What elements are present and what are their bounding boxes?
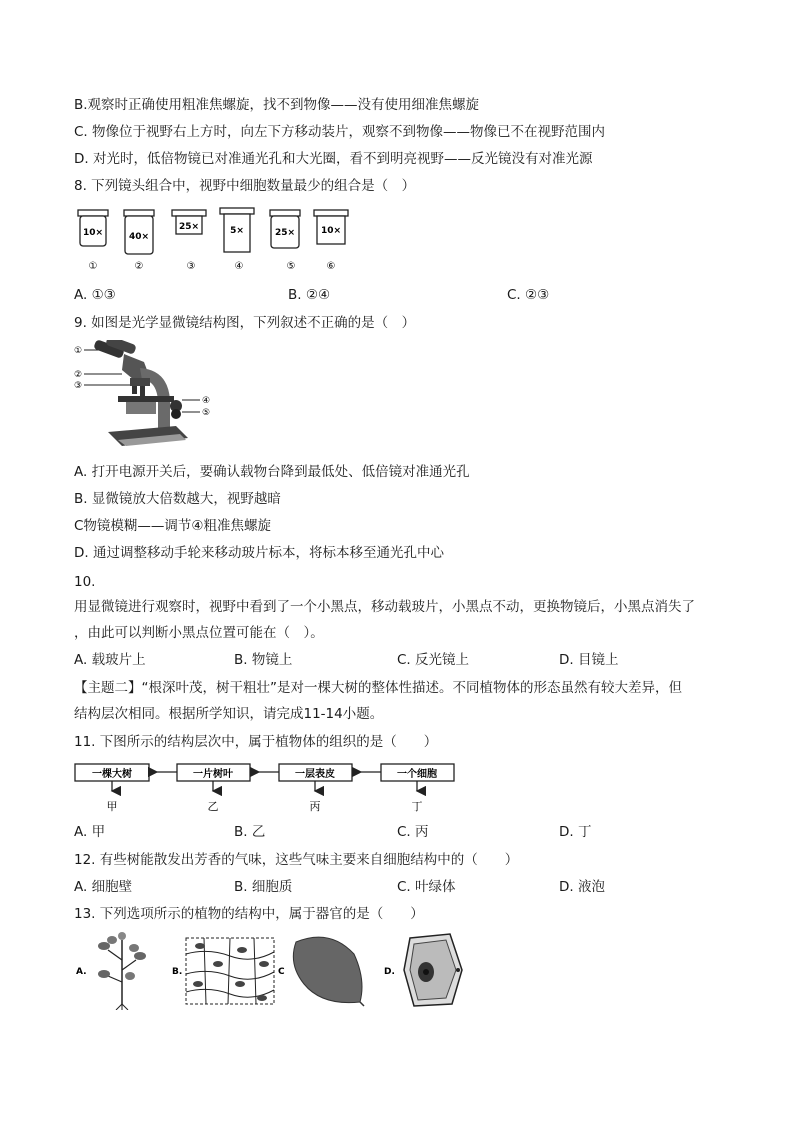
q13-label-a: A. <box>76 967 87 977</box>
option-d-statement: D. 对光时，低倍物镜已对准通光孔和大光圈，看不到明亮视野——反光镜没有对准光源 <box>74 151 593 167</box>
q8-option-a[interactable]: A. ①③ <box>74 287 116 303</box>
microscope-label-2: ② <box>74 370 83 380</box>
hierarchy-name-jia: 甲 <box>106 800 118 813</box>
microscope-label-5: ⑤ <box>202 408 211 418</box>
q13-label-d: D. <box>384 967 395 977</box>
q11-option-c[interactable]: C. 丙 <box>397 824 429 840</box>
q11-option-a[interactable]: A. 甲 <box>74 824 106 840</box>
lens-6 <box>314 210 348 272</box>
q11-option-d[interactable]: D. 丁 <box>559 824 592 840</box>
lens-6-label: 10× <box>320 226 342 236</box>
hierarchy-box-epidermis: 一层表皮 <box>295 769 335 780</box>
lens-4 <box>220 208 254 272</box>
q10-option-b[interactable]: B. 物镜上 <box>234 652 293 668</box>
lens-5-number: ⑤ <box>286 261 296 272</box>
q11-option-b[interactable]: B. 乙 <box>234 824 266 840</box>
lens-5-label: 25× <box>274 228 296 238</box>
q10-option-c[interactable]: C. 反光镜上 <box>397 652 470 668</box>
lens-3-label: 25× <box>178 222 200 232</box>
q9-option-a[interactable]: A. 打开电源开关后，要确认载物台降到最低处、低倍镜对准通光孔 <box>74 464 470 480</box>
lens-4-label: 5× <box>230 226 244 236</box>
question-10-line-2: ，由此可以判断小黑点位置可能在（ ）。 <box>74 625 324 641</box>
microscope-figure <box>72 340 222 455</box>
q12-option-c[interactable]: C. 叶绿体 <box>397 879 456 895</box>
question-10-number: 10. <box>74 574 96 590</box>
tissue-image <box>186 938 274 1004</box>
lens-3 <box>172 210 206 272</box>
q8-option-b[interactable]: B. ②④ <box>288 287 331 303</box>
q13-label-b: B. <box>172 967 183 977</box>
lens-2-number: ② <box>134 261 144 272</box>
q9-option-b[interactable]: B. 显微镜放大倍数越大，视野越暗 <box>74 491 281 507</box>
question-11: 11. 下图所示的结构层次中，属于植物体的组织的是（ ） <box>74 734 438 750</box>
q9-option-c[interactable]: C物镜模糊——调节④粗准焦螺旋 <box>74 518 272 534</box>
lens-figure <box>74 206 374 276</box>
hierarchy-figure <box>74 760 464 816</box>
lens-6-number: ⑥ <box>326 261 336 272</box>
plant-sprig-image <box>98 932 146 1010</box>
plant-cell-image <box>404 934 462 1006</box>
lens-3-number: ③ <box>186 261 196 272</box>
question-12: 12. 有些树能散发出芳香的气味，这些气味主要来自细胞结构中的（ ） <box>74 852 519 868</box>
lens-1 <box>78 210 108 272</box>
lens-5 <box>270 210 300 272</box>
option-b-statement: B.观察时正确使用粗准焦螺旋，找不到物像——没有使用细准焦螺旋 <box>74 97 480 113</box>
q10-option-a[interactable]: A. 载玻片上 <box>74 652 146 668</box>
q8-option-c[interactable]: C. ②③ <box>507 287 550 303</box>
lens-2-label: 40× <box>128 232 150 242</box>
hierarchy-name-bing: 丙 <box>309 800 321 813</box>
question-9: 9. 如图是光学显微镜结构图，下列叙述不正确的是（ ） <box>74 315 416 331</box>
hierarchy-box-tree: 一棵大树 <box>92 769 132 780</box>
leaf-image <box>293 937 364 1006</box>
question-13: 13. 下列选项所示的植物的结构中，属于器官的是（ ） <box>74 906 424 922</box>
microscope-label-4: ④ <box>202 396 211 406</box>
theme-2-intro-line-2: 结构层次相同。根据所学知识，请完成11-14小题。 <box>74 706 384 722</box>
microscope-label-1: ① <box>74 346 83 356</box>
q12-option-d[interactable]: D. 液泡 <box>559 879 605 895</box>
lens-2 <box>124 210 154 272</box>
theme-2-intro-line-1: 【主题二】“根深叶茂，树干粗壮”是对一棵大树的整体性描述。不同植物体的形态虽然有较大差异，但 <box>74 680 682 696</box>
q10-option-d[interactable]: D. 目镜上 <box>559 652 619 668</box>
q12-option-b[interactable]: B. 细胞质 <box>234 879 293 895</box>
microscope-label-3: ③ <box>74 381 83 391</box>
hierarchy-box-leaf: 一片树叶 <box>193 769 233 780</box>
hierarchy-name-yi: 乙 <box>207 800 219 813</box>
q13-figure <box>74 930 474 1010</box>
question-10-line-1: 用显微镜进行观察时，视野中看到了一个小黑点，移动载玻片，小黑点不动，更换物镜后，小黑点消失了 <box>74 599 695 615</box>
question-8: 8. 下列镜头组合中，视野中细胞数量最少的组合是（ ） <box>74 178 416 194</box>
q12-option-a[interactable]: A. 细胞壁 <box>74 879 133 895</box>
q13-label-c: C <box>278 967 285 977</box>
lens-1-number: ① <box>88 261 98 272</box>
hierarchy-name-ding: 丁 <box>411 800 423 813</box>
hierarchy-box-cell: 一个细胞 <box>397 769 437 780</box>
lens-4-number: ④ <box>234 261 244 272</box>
lens-1-label: 10× <box>82 228 104 238</box>
q9-option-d[interactable]: D. 通过调整移动手轮来移动玻片标本，将标本移至通光孔中心 <box>74 545 444 561</box>
option-c-statement: C. 物像位于视野右上方时，向左下方移动装片，观察不到物像——物像已不在视野范围内 <box>74 124 606 140</box>
